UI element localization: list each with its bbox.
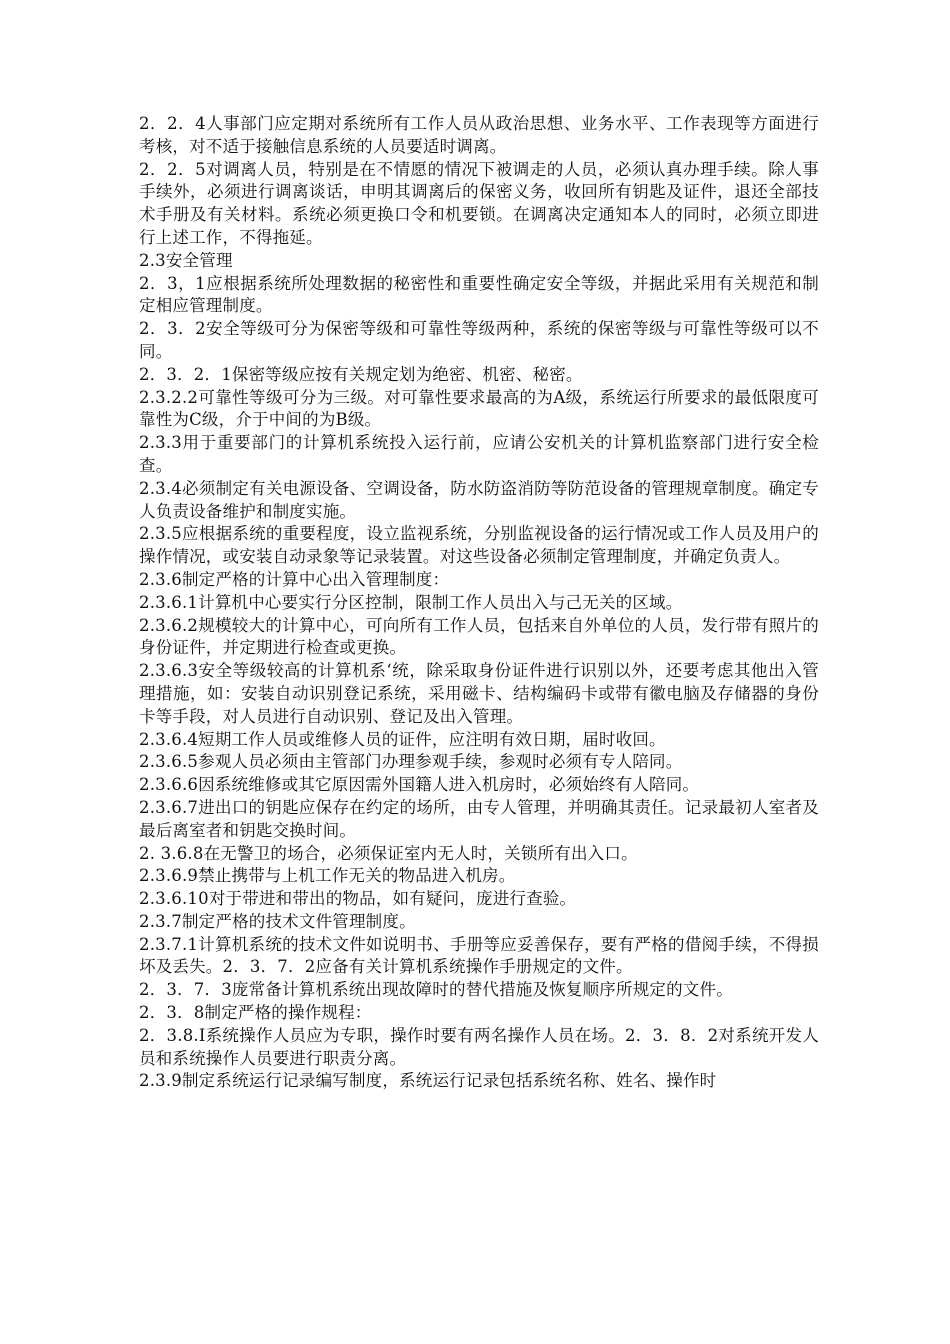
paragraph-2-3-6-2: 2.3.6.2规模较大的计算中心，可向所有工作人员，包括来自外单位的人员，发行带有照片的身份证件，并定期进行检查或更换。 — [139, 615, 819, 658]
paragraph-2-3-1: 2．3，1应根据系统所处理数据的秘密性和重要性确定安全等级，并据此采用有关规范和制定相应管理制度。 — [139, 273, 819, 316]
paragraph-2-3-7-1: 2.3.7.1计算机系统的技术文件如说明书、手册等应妥善保存，要有严格的借阅手续，不得损坏及丢失。2．3．7．2应备有关计算机系统操作手册规定的文件。 — [139, 934, 819, 977]
section-heading-2-3: 2.3安全管理 — [139, 250, 233, 270]
paragraph-2-3-4: 2.3.4必须制定有关电源设备、空调设备，防水防盗消防等防范设备的管理规章制度。确定专人负责设备维护和制度实施。 — [139, 478, 819, 521]
paragraph-2-3-7: 2.3.7制定严格的技术文件管理制度。 — [139, 911, 416, 931]
paragraph-2-3-8: 2．3．8制定严格的操作规程： — [139, 1003, 372, 1023]
paragraph-2-3-6-8: 2. 3.6.8在无警卫的场合，必须保证室内无人时，关锁所有出入口。 — [139, 843, 638, 863]
paragraph-2-3-6-3: 2.3.6.3安全等级较高的计算机系‘统，除采取身份证件进行识别以外，还要考虑其他出入管理措施，如：安装自动识别登记系统，采用磁卡、结构编码卡或带有徽电脑及存储器的身份卡等手段，对人员进行自动识别、登记及出入管理。 — [139, 661, 819, 726]
paragraph-2-3-2-1: 2．3．2．1保密等级应按有关规定划为绝密、机密、秘密。 — [139, 364, 583, 384]
paragraph-2-3-6-7: 2.3.6.7进出口的钥匙应保存在约定的场所，由专人管理，并明确其责任。记录最初人室者及最后离室者和钥匙交换时间。 — [139, 797, 819, 840]
paragraph-2-3-6-5: 2.3.6.5参观人员必须由主管部门办理参观手续，参观时必须有专人陪同。 — [139, 752, 683, 772]
paragraph-2-2-4: 2．2．4人事部门应定期对系统所有工作人员从政治思想、业务水平、工作表现等方面进行考核，对不适于接触信息系统的人员要适时调离。 — [139, 114, 819, 156]
paragraph-2-3-6-1: 2.3.6.1计算机中心要实行分区控制，限制工作人员出入与己无关的区域。 — [139, 592, 683, 612]
paragraph-2-3-6-10: 2.3.6.10对于带进和带出的物品，如有疑问，庞进行查验。 — [139, 889, 577, 909]
paragraph-2-2-5: 2．2．5对调离人员，特别是在不情愿的情况下被调走的人员，必须认真办理手续。除人事手续外，必须进行调离谈话，申明其调离后的保密义务，收回所有钥匙及证件，退还全部技术手册及有关材料。系统必须更换口令和机要锁。在调离决定通知本人的同时，必须立即进行上述工作，不得拖延。 — [139, 159, 819, 247]
paragraph-2-3-3: 2.3.3用于重要部门的计算机系统投入运行前，应请公安机关的计算机监察部门进行安全检查。 — [139, 433, 819, 475]
paragraph-2-3-7-3: 2．3．7．3庞常备计算机系统出现故障时的替代措施及恢复顺序所规定的文件。 — [139, 980, 733, 1000]
paragraph-2-3-6: 2.3.6制定严格的计算中心出入管理制度： — [139, 569, 450, 589]
paragraph-2-3-8-1: 2．3.8.I系统操作人员应为专职，操作时要有两名操作人员在场。2．3．8．2对系统开发人员和系统操作人员要进行职责分离。 — [139, 1025, 819, 1068]
paragraph-2-3-6-6: 2.3.6.6因系统维修或其它原因需外国籍人进入机房时，必须始终有人陪同。 — [139, 775, 700, 795]
document-body — [139, 113, 819, 1093]
paragraph-2-3-6-9: 2.3.6.9禁止携带与上机工作无关的物品进入机房。 — [139, 866, 516, 886]
paragraph-2-3-9: 2.3.9制定系统运行记录编写制度，系统运行记录包括系统名称、姓名、操作时 — [139, 1071, 717, 1091]
paragraph-2-3-6-4: 2.3.6.4短期工作人员或维修人员的证件，应注明有效日期，届时收回。 — [139, 729, 666, 749]
paragraph-2-3-5: 2.3.5应根据系统的重要程度，设立监视系统，分别监视设备的运行情况或工作人员及用户的操作情况，或安装自动录象等记录装置。对这些设备必须制定管理制度，并确定负责人。 — [139, 524, 819, 567]
paragraph-2-3-2: 2．3．2安全等级可分为保密等级和可靠性等级两种，系统的保密等级与可靠性等级可以不同。 — [139, 319, 819, 361]
paragraph-2-3-2-2: 2.3.2.2可靠性等级可分为三级。对可靠性要求最高的为A级，系统运行所要求的最低限度可靠性为C级，介于中间的为B级。 — [139, 387, 819, 430]
